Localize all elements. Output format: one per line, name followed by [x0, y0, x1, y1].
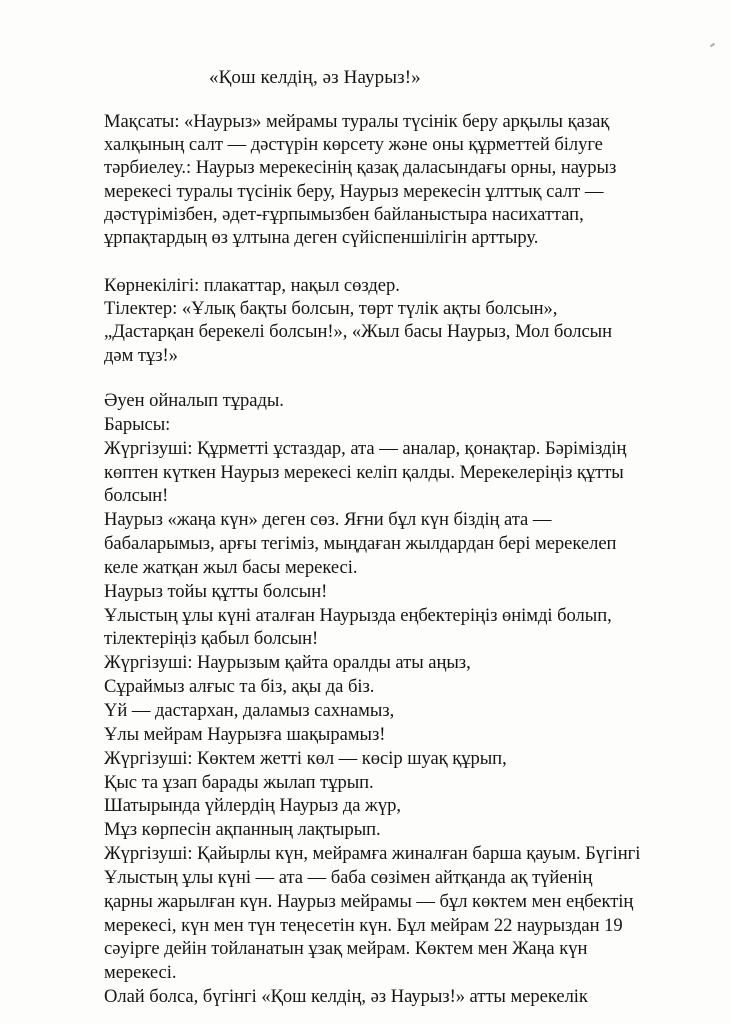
goal-line: мерекесі туралы түсінік беру, Наурыз мерекесін ұлттық салт —: [104, 180, 604, 202]
body-line: қарны жарылған күн. Наурыз мейрамы — бұл көктем мен еңбектің: [104, 890, 634, 912]
visuals-paragraph: [104, 274, 612, 367]
body-line: мерекесі.: [104, 962, 177, 984]
body-line: Қыс та ұзап барады жылап тұрып.: [104, 771, 374, 793]
body-line: Жүргізуші: Наурызым қайта оралды аты аңыз,: [104, 652, 471, 674]
goal-line: ұрпақтардың өз ұлтына деген сүйіспеншілігін арттыру.: [104, 227, 539, 249]
body-line: Наурыз «жаңа күн» деген сөз. Яғни бұл күн біздің ата —: [104, 509, 552, 531]
visuals-line: Көрнекілігі: плакаттар, нақыл сөздер.: [104, 275, 400, 296]
body-line: Ұлыстың ұлы күні — ата — баба сөзімен айтқанда ақ түйенің: [104, 866, 593, 888]
body-line: Шатырында үйлердің Наурыз да жүр,: [104, 795, 401, 817]
visuals-line: „Дастарқан берекелі болсын!», «Жыл басы Наурыз, Мол болсын: [104, 321, 613, 343]
body-line: болсын!: [104, 485, 169, 507]
body-line: Ұлыстың ұлы күні аталған Наурызда еңбектеріңіз өнімді болып,: [104, 604, 612, 626]
body-line: Олай болса, бүгінгі «Қош келдің, әз Наурыз!» атты мерекелік: [104, 986, 588, 1008]
document-title: «Қош келдің, әз Наурыз!»: [209, 67, 421, 88]
body-line: көптен күткен Наурыз мерекесі келіп қалды. Мерекелеріңіз құтты: [104, 461, 624, 483]
body-line: Әуен ойналып тұрады.: [104, 390, 284, 411]
body-line: Жүргізуші: Құрметті ұстаздар, ата — аналар, қонақтар. Бәріміздің: [104, 437, 627, 459]
body-line: Мұз көрпесін ақпанның лақтырып.: [104, 819, 381, 841]
body-line: Үй — дастархан, даламыз сахнамыз,: [104, 699, 395, 721]
script-body: [104, 389, 640, 1009]
goal-line: дәстүрімізбен, әдет-ғұрпымызбен байланыстыра насихаттап,: [104, 203, 584, 225]
body-line: бабаларымыз, арғы тегіміз, мыңдаған жылдардан бері мерекелеп: [104, 533, 617, 555]
body-line: тілектеріңіз қабыл болсын!: [104, 628, 319, 650]
goal-line: халқының салт — дәстүрін көрсету және оны құрметтей білуге: [104, 134, 603, 156]
body-line: Наурыз тойы құтты болсын!: [104, 580, 328, 602]
body-line: Барысы:: [104, 413, 171, 435]
scan-mark: [710, 43, 715, 48]
body-line: Сұраймыз алғыс та біз, ақы да біз.: [104, 676, 375, 698]
goal-paragraph: [104, 110, 616, 249]
body-line: сәуірге дейін тойланатын ұзақ мейрам. Көктем мен Жаңа күн: [104, 938, 588, 960]
body-line: келе жатқан жыл басы мерекесі.: [104, 556, 358, 578]
visuals-line: Тілектер: «Ұлық бақты болсын, төрт түлік ақты болсын»,: [104, 298, 558, 320]
body-line: Жүргізуші: Қайырлы күн, мейрамға жиналған барша қауым. Бүгінгі: [104, 843, 641, 865]
body-line: мерекесі, күн мен түн теңесетін күн. Бұл мейрам 22 наурыздан 19: [104, 914, 623, 936]
body-line: Жүргізуші: Көктем жетті көл — көсір шуақ құрып,: [104, 747, 507, 769]
goal-line: тәрбиелеу.: Наурыз мерекесінің қазақ даласындағы орны, наурыз: [104, 157, 617, 179]
body-line: Ұлы мейрам Наурызға шақырамыз!: [104, 723, 386, 745]
goal-line: Мақсаты: «Наурыз» мейрамы туралы түсінік беру арқылы қазақ: [104, 111, 610, 132]
visuals-line: дәм тұз!»: [104, 344, 178, 366]
